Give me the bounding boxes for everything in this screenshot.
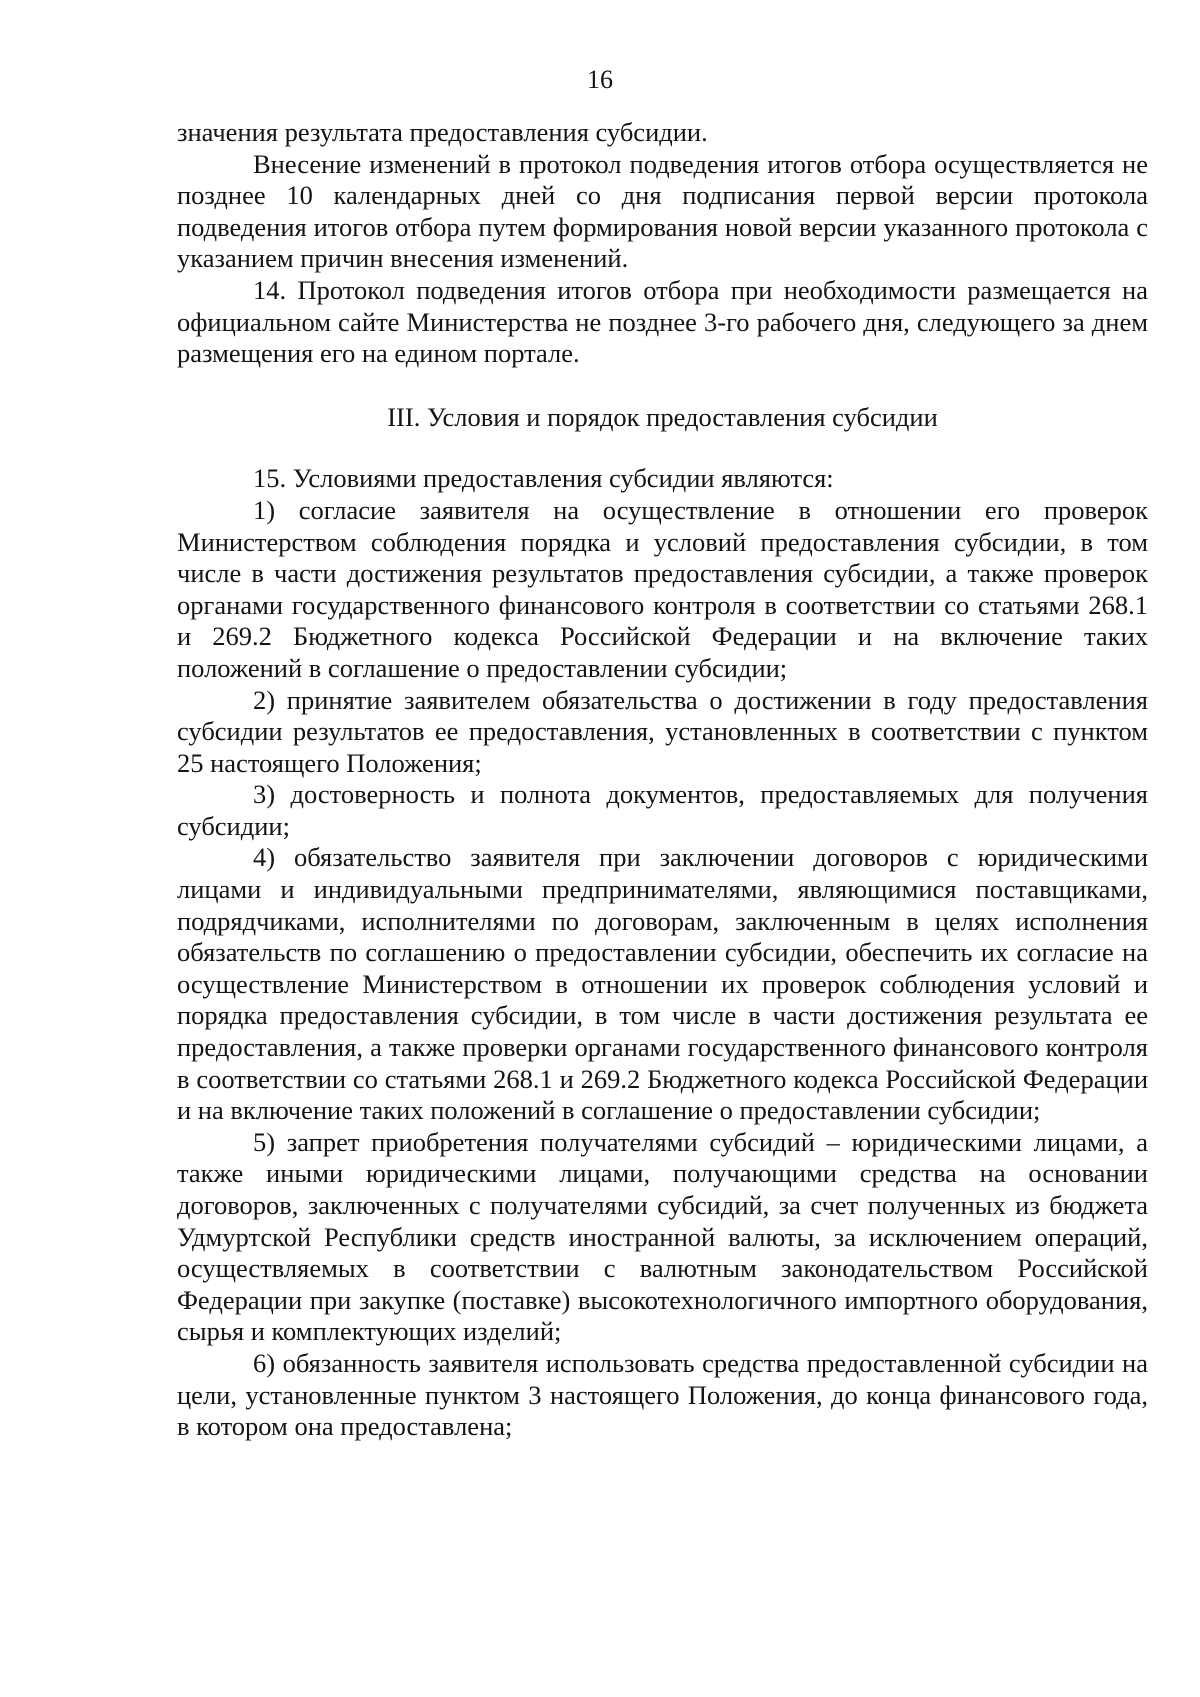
list-item-3: 3) достоверность и полнота документов, предоставляемых для получения субсидии;	[177, 779, 1148, 841]
list-item-5: 5) запрет приобретения получателями субсидий – юридическими лицами, а также иными юридическими лицами, получающими средства на основании договоров, заключенных с получателями субсидий, за счет полученных из бюджета Удмуртской Республики средств иностранной валюты, за исключением операций, осуществляемых в соответствии с валютным законодательством Российской Федерации при закупке (поставке) высокотехнологичного импортного оборудования, сырья и комплектующих изделий;	[177, 1126, 1148, 1347]
paragraph-continuation: значения результата предоставления субсидии.	[177, 117, 708, 147]
paragraph-item-14: 14. Протокол подведения итогов отбора при необходимости размещается на официальном сайте Министерства не позднее 3-го рабочего дня, следующего за днем размещения его на едином портале.	[177, 274, 1148, 369]
document-body	[177, 117, 1148, 1443]
paragraph-protocol-changes: Внесение изменений в протокол подведения итогов отбора осуществляется не позднее 10 календарных дней со дня подписания первой версии протокола подведения итогов отбора путем формирования новой версии указанного протокола с указанием причин внесения изменений.	[177, 148, 1148, 274]
list-item-4: 4) обязательство заявителя при заключении договоров с юридическими лицами и индивидуальными предпринимателями, являющимися поставщиками, подрядчиками, исполнителями по договорам, заключенным в целях исполнения обязательств по соглашению о предоставлении субсидии, обеспечить их согласие на осуществление Министерством в отношении их проверок соблюдения условий и порядка предоставления субсидии, в том числе в части достижения результата ее предоставления, а также проверки органами государственного финансового контроля в соответствии со статьями 268.1 и 269.2 Бюджетного кодекса Российской Федерации и на включение таких положений в соглашение о предоставлении субсидии;	[177, 842, 1148, 1126]
page-number: 16	[587, 65, 613, 94]
list-item-1: 1) согласие заявителя на осуществление в отношении его проверок Министерством соблюдения порядка и условий предоставления субсидии, в том числе в части достижения результатов предоставления субсидии, а также проверок органами государственного финансового контроля в соответствии со статьями 268.1 и 269.2 Бюджетного кодекса Российской Федерации и на включение таких положений в соглашение о предоставлении субсидии;	[177, 494, 1148, 683]
paragraph-item-15: 15. Условиями предоставления субсидии являются:	[253, 463, 834, 494]
list-item-2: 2) принятие заявителем обязательства о достижении в году предоставления субсидии результатов ее предоставления, установленных в соответствии с пунктом 25 настоящего Положения;	[177, 684, 1148, 778]
list-item-6: 6) обязанность заявителя использовать средства предоставленной субсидии на цели, установленные пунктом 3 настоящего Положения, до конца финансового года, в котором она предоставлена;	[177, 1347, 1148, 1442]
section-heading: III. Условия и порядок предоставления субсидии	[387, 401, 938, 432]
